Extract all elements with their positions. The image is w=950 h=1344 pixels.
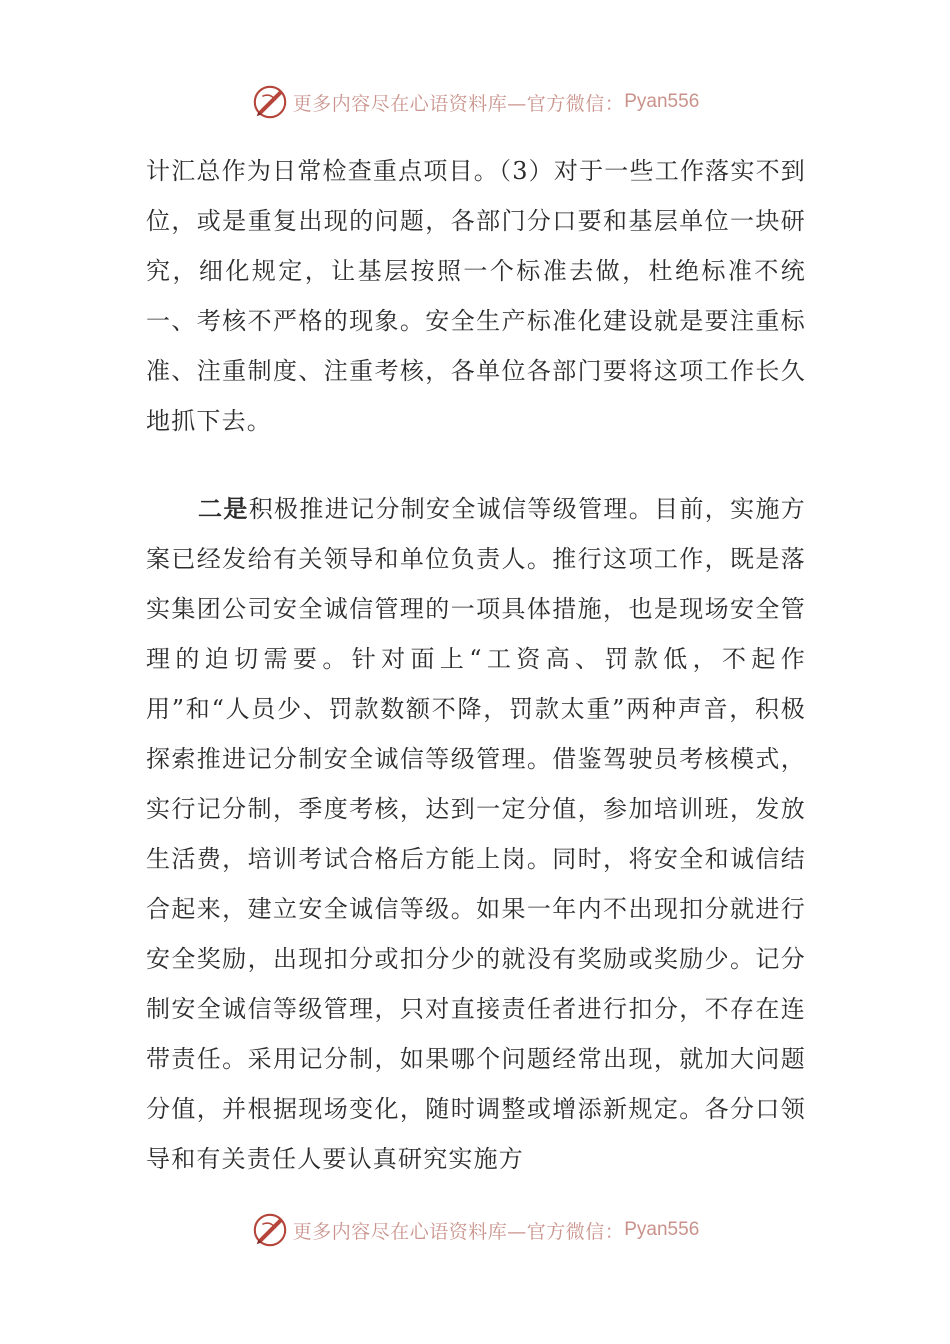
document-body [146,146,806,1184]
pen-logo-icon [251,83,289,121]
paragraph-2-text: 积极推进记分制安全诚信等级管理。目前，实施方案已经发给有关领导和单位负责人。推行这项工作，既是落实集团公司安全诚信管理的一项具体措施，也是现场安全管理的迫切需要。针对面上“工资高、罚款低，不起作用”和“人员少、罚款数额不降，罚款太重”两种声音，积极探索推进记分制安全诚信等级管理。借鉴驾驶员考核模式，实行记分制，季度考核，达到一定分值，参加培训班，发放生活费，培训考试合格后方能上岗。同时，将安全和诚信结合起来，建立安全诚信等级。如果一年内不出现扣分就进行安全奖励，出现扣分或扣分少的就没有奖励或奖励少。记分制安全诚信等级管理，只对直接责任者进行扣分，不存在连带责任。采用记分制，如果哪个问题经常出现，就加大问题分值，并根据现场变化，随时调整或增添新规定。各分口领导和有关责任人要认真研究实施方 [146,495,806,1173]
header-banner-wechat-id: Pyan556 [624,91,700,112]
footer-banner-text: 更多内容尽在心语资料库—官方微信： [292,1220,625,1243]
header-banner [0,80,950,124]
footer-banner-wechat-id: Pyan556 [624,1219,700,1240]
footer-banner [0,1208,950,1252]
paragraph-2-lead: 二是 [198,494,249,523]
pen-logo-icon [251,1211,289,1249]
header-banner-text: 更多内容尽在心语资料库—官方微信： [292,92,625,115]
paragraph-2 [146,484,806,1184]
paragraph-1: 计汇总作为日常检查重点项目。（3）对于一些工作落实不到位，或是重复出现的问题，各部门分口要和基层单位一块研究，细化规定，让基层按照一个标准去做，杜绝标准不统一、考核不严格的现象。安全生产标准化建设就是要注重标准、注重制度、注重考核，各单位各部门要将这项工作长久地抓下去。 [146,157,806,435]
